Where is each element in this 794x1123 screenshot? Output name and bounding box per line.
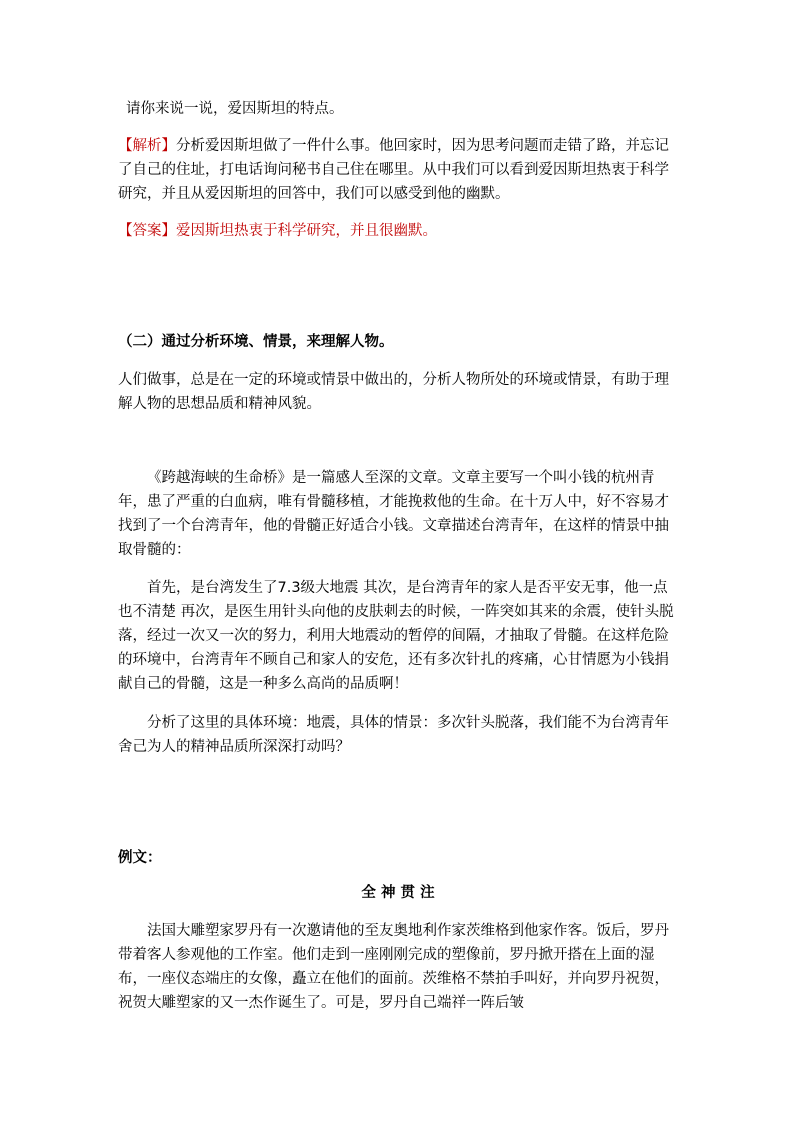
answer-tag: 【答案】 (118, 223, 176, 239)
analysis-text: 分析爱因斯坦做了一件什么事。他回家时，因为思考问题而走错了路，并忘记了自己的住址，打电话询问秘书自己住在哪里。从中我们可以看到爱因斯坦热衷于科学研究，并且从爱因斯坦的回答中，我们可以感受到他的幽默。 (118, 138, 669, 202)
section-two-paragraph-2: 首先，是台湾发生了7.3级大地震 其次，是台湾青年的家人是否平安无事，他一点也不清楚 再次，是医生用针头向他的皮肤刺去的时候，一阵突如其来的余震，使针头脱落，经过一次又一次的努力，利用大地震动的暂停的间隔，才抽取了骨髓。在这样危险的环境中，台湾青年不顾自己和家人的安危，还有多次针扎的疼痛，心甘情愿为小钱捐献自己的骨髓，这是一种多么高尚的品质啊！ (118, 580, 674, 692)
intro-question: 请你来说一说，爱因斯坦的特点。 (126, 101, 344, 117)
section-two-heading: （二）通过分析环境、情景，来理解人物。 (118, 334, 394, 350)
section-two-paragraph-3: 分析了这里的具体环境：地震，具体的情景：多次针头脱落，我们能不为台湾青年舍己为人的精神品质所深深打动吗？ (118, 715, 669, 755)
analysis-tag: 【解析】 (118, 138, 176, 154)
answer-text: 爱因斯坦热衷于科学研究，并且很幽默。 (176, 223, 437, 239)
example-title: 全 神 贯 注 (361, 885, 435, 901)
answer-paragraph (118, 219, 678, 243)
example-paragraph-1: 法国大雕塑家罗丹有一次邀请他的至友奥地利作家茨维格到他家作客。饭后，罗丹带着客人参观他的工作室。他们走到一座刚刚完成的塑像前，罗丹掀开搭在上面的湿布，一座仪态端庄的女像，矗立在他们的面前。茨维格不禁拍手叫好，并向罗丹祝贺，祝贺大雕塑家的又一杰作诞生了。可是，罗丹自己端祥一阵后皱 (118, 923, 669, 1011)
analysis-paragraph (118, 134, 678, 206)
example-label: 例文： (118, 850, 162, 866)
section-two-intro: 人们做事，总是在一定的环境或情景中做出的，分析人物所处的环境或情景，有助于理解人物的思想品质和精神风貌。 (118, 372, 669, 412)
section-two-paragraph-1: 《跨越海峡的生命桥》是一篇感人至深的文章。文章主要写一个叫小钱的杭州青年，患了严重的白血病，唯有骨髓移植，才能挽救他的生命。在十万人中，好不容易才找到了一个台湾青年，他的骨髓正好适合小钱。文章描述台湾青年，在这样的情景中抽取骨髓的： (118, 470, 669, 558)
